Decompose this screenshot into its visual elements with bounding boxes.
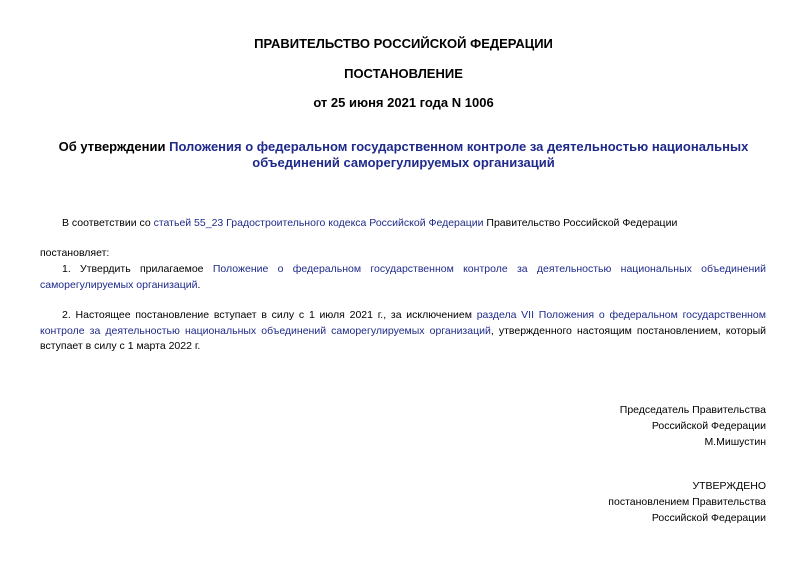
approval-block	[608, 478, 766, 526]
p4-post: , утвержденного настоящим постановлением, который вступает в силу с 1 марта 2022 г.	[40, 324, 766, 352]
signature-country: Российской Федерации	[651, 420, 766, 432]
regulation-link[interactable]: Положение о федеральном государственном контроле за деятельностью национальных объединений саморегулируемых организаций	[40, 263, 766, 291]
p3-pre: 1. Утвердить прилагаемое	[62, 263, 213, 275]
approval-stamp: УТВЕРЖДЕНО	[692, 480, 766, 492]
signature-name: М.Мишустин	[704, 436, 766, 448]
paragraph-item-1	[40, 262, 766, 293]
p1-pre: В соответствии со	[62, 217, 154, 229]
paragraph-resolves: постановляет:	[40, 247, 110, 259]
title-regulation-link[interactable]: Положения о федеральном государственном контроле за деятельностью национальных объединений саморегулируемых организаций	[169, 139, 749, 170]
approval-country: Российской Федерации	[651, 512, 766, 524]
p1-post: Правительство Российской Федерации	[483, 217, 678, 229]
org-heading: ПРАВИТЕЛЬСТВО РОССИЙСКОЙ ФЕДЕРАЦИИ	[254, 36, 553, 51]
paragraph-basis	[62, 216, 772, 232]
date-number-heading: от 25 июня 2021 года N 1006	[313, 95, 494, 110]
article-55-23-link[interactable]: статьей 55_23 Градостроительного кодекса Российской Федерации	[153, 217, 484, 229]
p3-post: .	[197, 278, 201, 291]
doc-type-heading: ПОСТАНОВЛЕНИЕ	[344, 66, 463, 81]
signature-position: Председатель Правительства	[619, 404, 766, 416]
title-prefix: Об утверждении	[58, 139, 170, 154]
document-title	[30, 139, 777, 171]
signature-block	[620, 402, 766, 450]
paragraph-item-2	[40, 308, 766, 355]
approval-by: постановлением Правительства	[608, 496, 766, 508]
section-vii-link[interactable]: раздела VII Положения о федеральном государственном контроле за деятельностью национальных объединений саморегулируемых организаций	[40, 309, 766, 337]
p4-pre: 2. Настоящее постановление вступает в силу с 1 июля 2021 г., за исключением	[62, 309, 477, 321]
